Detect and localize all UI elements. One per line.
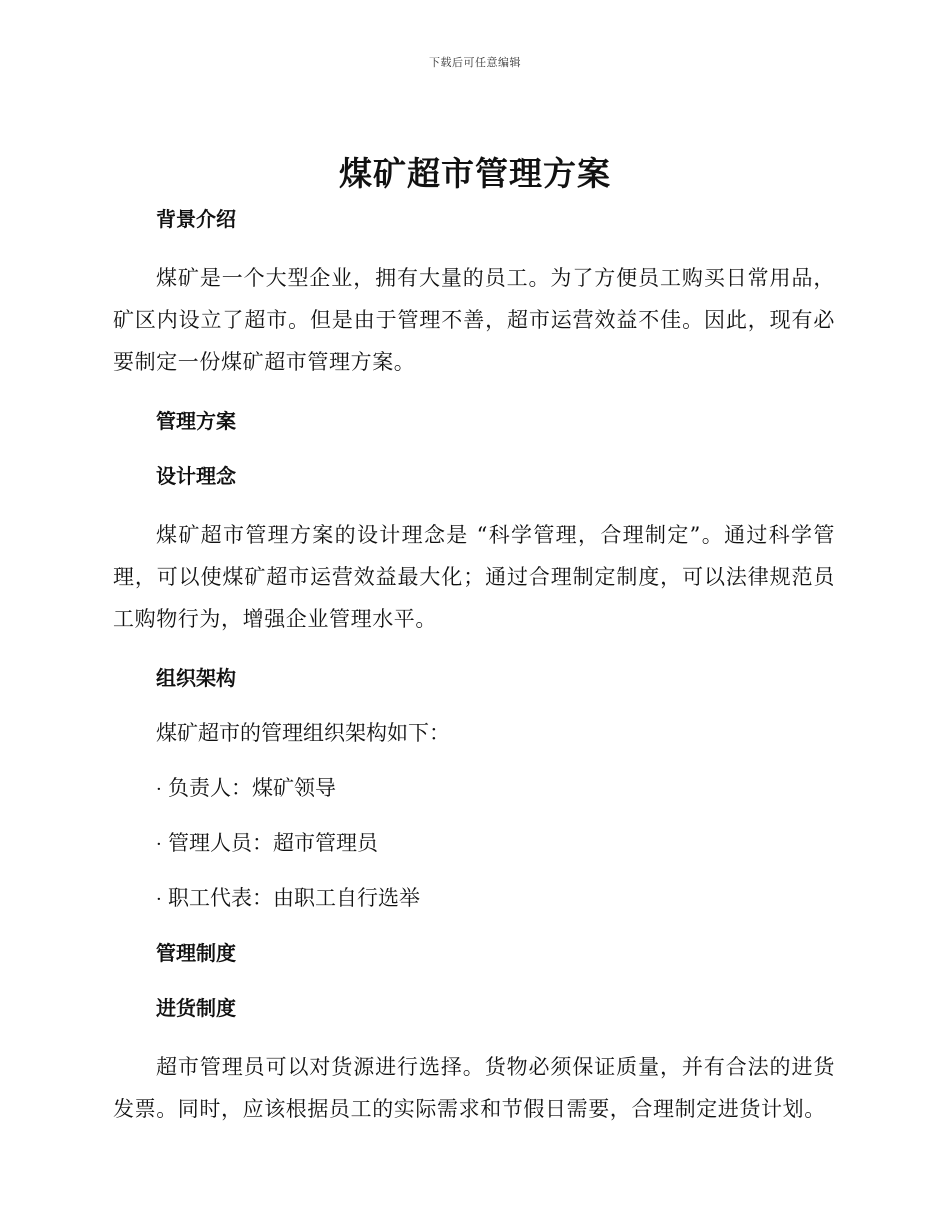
list-item <box>156 881 835 915</box>
paragraph-design-concept: 煤矿超市管理方案的设计理念是 “科学管理，合理制定”。通过科学管理，可以使煤矿超市运营效益最大化；通过合理制定制度，可以法律规范员工购物行为，增强企业管理水平。 <box>113 523 835 631</box>
spacer <box>113 915 835 936</box>
org-item-text: 负责人：煤矿领导 <box>168 776 336 800</box>
paragraph-background: 煤矿是一个大型企业，拥有大量的员工。为了方便员工购买日常用品，矿区内设立了超市。但是由于管理不善，超市运营效益不佳。因此，现有必要制定一份煤矿超市管理方案。 <box>113 266 835 374</box>
bullet-icon: · <box>156 779 162 800</box>
org-intro: 煤矿超市的管理组织架构如下： <box>156 721 450 745</box>
spacer <box>113 438 835 459</box>
heading-purchase-rules: 进货制度 <box>156 996 236 1020</box>
org-item-text: 管理人员：超市管理员 <box>168 831 378 855</box>
spacer <box>113 860 835 881</box>
spacer <box>113 1025 835 1046</box>
document-body <box>113 202 835 1130</box>
spacer <box>113 640 835 661</box>
paragraph-purchase-rules: 超市管理员可以对货源进行选择。货物必须保证质量，并有合法的进货发票。同时，应该根据员工的实际需求和节假日需要，合理制定进货计划。 <box>113 1055 835 1121</box>
document-title: 煤矿超市管理方案 <box>339 154 611 193</box>
bullet-icon: · <box>156 834 162 855</box>
bullet-icon: · <box>156 889 162 910</box>
heading-organization: 组织架构 <box>156 666 236 690</box>
list-item <box>156 771 835 805</box>
heading-design-concept: 设计理念 <box>156 464 236 488</box>
spacer <box>113 236 835 257</box>
spacer <box>113 805 835 826</box>
spacer <box>113 695 835 716</box>
heading-management-plan: 管理方案 <box>156 409 236 433</box>
spacer <box>113 750 835 771</box>
heading-management-rules: 管理制度 <box>156 941 236 965</box>
org-item-text: 职工代表：由职工自行选举 <box>168 886 420 910</box>
page-header-note: 下载后可任意编辑 <box>429 56 521 69</box>
list-item <box>156 826 835 860</box>
heading-background: 背景介绍 <box>156 207 236 231</box>
spacer <box>113 493 835 514</box>
spacer <box>113 383 835 404</box>
spacer <box>113 970 835 991</box>
